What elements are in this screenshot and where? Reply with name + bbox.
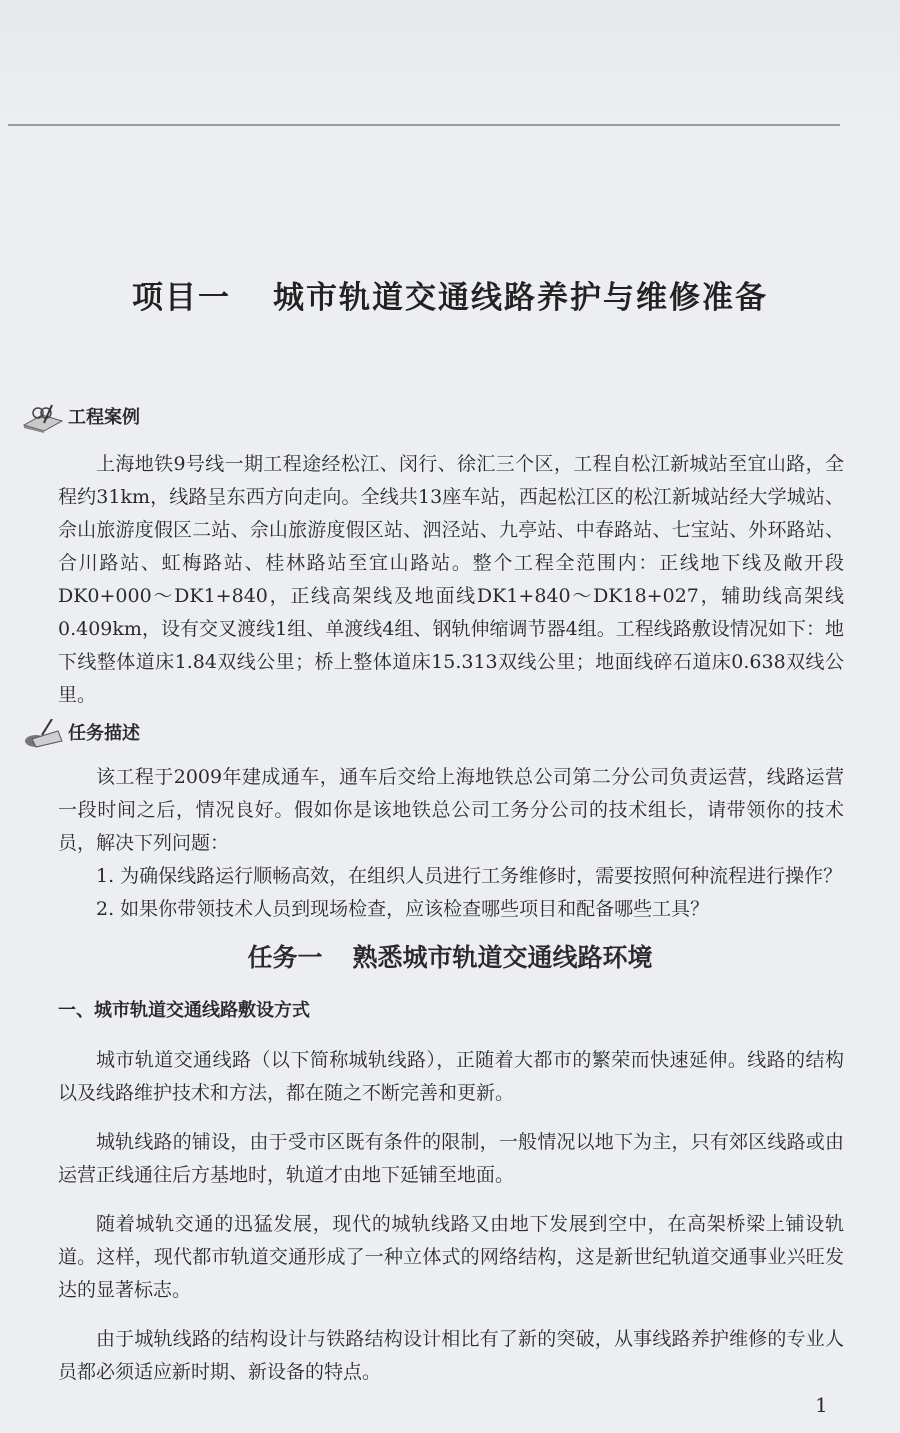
section-one-heading: 一、城市轨道交通线路敷设方式 bbox=[58, 1000, 310, 1021]
task-description-heading-text: 任务描述 bbox=[68, 723, 140, 744]
task-one-title: 熟悉城市轨道交通线路环境 bbox=[352, 943, 653, 972]
case-paragraph: 上海地铁9号线一期工程途经松江、闵行、徐汇三个区，工程自松江新城站至宜山路，全程约31km，线路呈东西方向走向。全线共13座车站，西起松江区的松江新城站经大学城站、佘山旅游度假区二站、佘山旅游度假区站、泗泾站、九亭站、中春路站、七宝站、外环路站、合川路站、虹梅路站、桂林路站至宜山路站。整个工程全范围内：正线地下线及敞开段DK0+000～DK1+840，正线高架线及地面线DK1+840～DK18+027，辅助线高架线0.409km，设有交叉渡线1组、单渡线4组、钢轨伸缩调节器4组。工程线路敷设情况如下：地下线整体道床1.84双线公里；桥上整体道床15.313双线公里；地面线碎石道床0.638双线公里。 bbox=[58, 453, 844, 706]
chapter-label: 项目一 bbox=[132, 280, 231, 316]
case-heading-text: 工程案例 bbox=[68, 407, 140, 428]
case-heading bbox=[22, 403, 900, 433]
book-pen-icon bbox=[22, 403, 66, 433]
chapter-title bbox=[0, 278, 900, 318]
chapter-title-text: 城市轨道交通线路养护与维修准备 bbox=[273, 280, 768, 316]
task-one-label: 任务一 bbox=[247, 943, 323, 972]
ink-pen-icon bbox=[22, 719, 66, 749]
section-paragraph-1: 城市轨道交通线路（以下简称城轨线路），正随着大都市的繁荣而快速延伸。线路的结构以及线路维护技术和方法，都在随之不断完善和更新。 bbox=[58, 1049, 844, 1104]
section-paragraph-2: 城轨线路的铺设，由于受市区既有条件的限制，一般情况以地下为主，只有郊区线路或由运营正线通往后方基地时，轨道才由地下延铺至地面。 bbox=[58, 1131, 844, 1186]
page-number: 1 bbox=[815, 1393, 828, 1417]
section-paragraph-4: 由于城轨线路的结构设计与铁路结构设计相比有了新的突破，从事线路养护维修的专业人员都必须适应新时期、新设备的特点。 bbox=[58, 1328, 844, 1383]
question-1: 1. 为确保线路运行顺畅高效，在组织人员进行工务维修时，需要按照何种流程进行操作？ bbox=[96, 865, 843, 887]
task-one-heading bbox=[0, 941, 900, 975]
task-description-heading bbox=[22, 719, 900, 749]
question-2: 2. 如果你带领技术人员到现场检查，应该检查哪些项目和配备哪些工具？ bbox=[96, 898, 710, 920]
section-paragraph-3: 随着城轨交通的迅猛发展，现代的城轨线路又由地下发展到空中，在高架桥梁上铺设轨道。这样，现代都市轨道交通形成了一种立体式的网络结构，这是新世纪轨道交通事业兴旺发达的显著标志。 bbox=[58, 1213, 844, 1301]
task-description-paragraph: 该工程于2009年建成通车，通车后交给上海地铁总公司第二分公司负责运营，线路运营一段时间之后，情况良好。假如你是该地铁总公司工务分公司的技术组长，请带领你的技术员，解决下列问题： bbox=[58, 766, 844, 854]
